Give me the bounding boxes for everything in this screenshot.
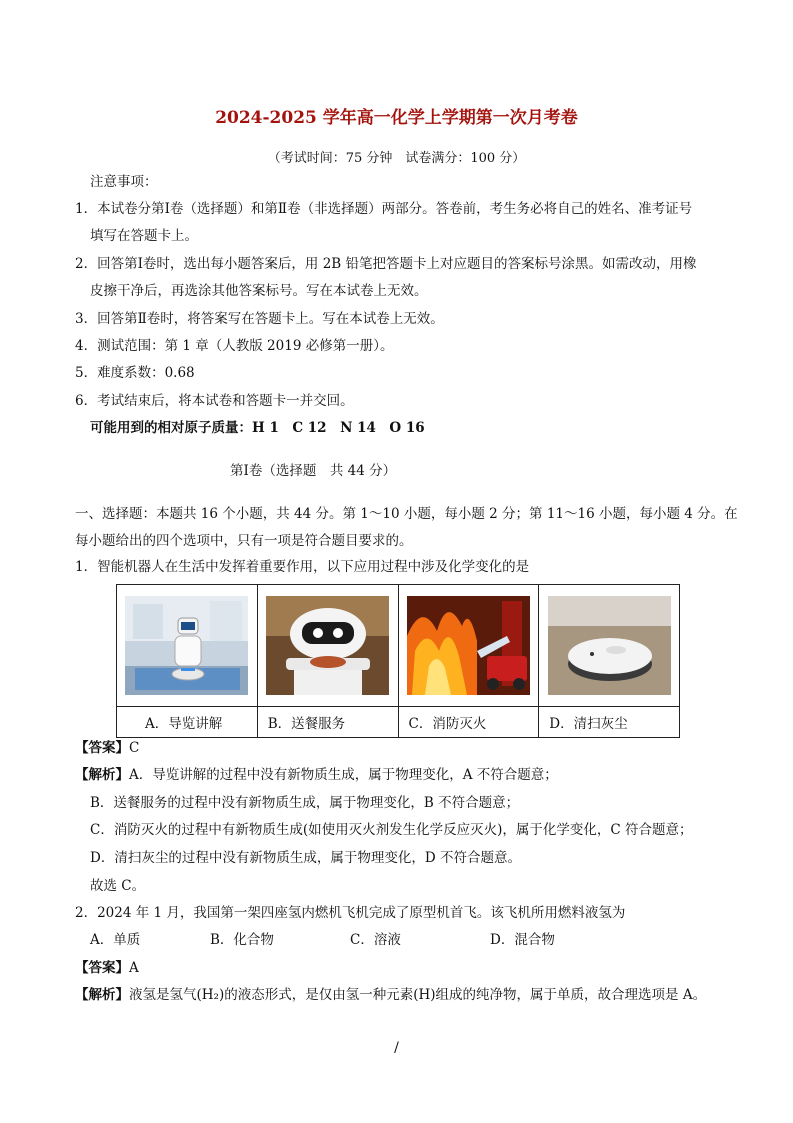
note-2a: 2．回答第Ⅰ卷时，选出每小题答案后，用 2B 铅笔把答题卡上对应题目的答案标号涂黑。如需改动，用橡 xyxy=(75,256,697,272)
q1-options-table xyxy=(116,584,680,738)
option-c-label: C．消防灭火 xyxy=(398,707,539,738)
robot-guide-image xyxy=(125,596,248,695)
q2-stem: 2．2024 年 1 月，我国第一架四座氢内燃机飞机完成了原型机首飞。该飞机所用燃料液氢为 xyxy=(75,905,626,921)
answer-value: A xyxy=(129,960,139,976)
note-6: 6．考试结束后，将本试卷和答题卡一并交回。 xyxy=(75,393,354,409)
note-4: 4．测试范围：第 1 章（人教版 2019 必修第一册）。 xyxy=(75,338,394,354)
section-title: 第Ⅰ卷（选择题 共 44 分） xyxy=(230,463,397,479)
firefighting-robot-image xyxy=(407,596,530,695)
note-1a: 1．本试卷分第Ⅰ卷（选择题）和第Ⅱ卷（非选择题）两部分。答卷前，考生务必将自己的姓名、准考证号 xyxy=(75,201,693,217)
option-a-label: A．导览讲解 xyxy=(117,707,258,738)
note-3: 3．回答第Ⅱ卷时，将答案写在答题卡上。写在本试卷上无效。 xyxy=(75,311,444,327)
q1-conclusion: 故选 C。 xyxy=(90,878,146,894)
q2-option-d: D．混合物 xyxy=(490,932,555,948)
q2-answer xyxy=(75,958,139,978)
answer-value: C xyxy=(129,740,140,756)
option-b-label: B．送餐服务 xyxy=(257,707,398,738)
delivery-robot-image xyxy=(266,596,389,695)
q2-option-c: C．溶液 xyxy=(350,932,401,948)
q1-analysis-3: C．消防灭火的过程中有新物质生成(如使用灭火剂发生化学反应灭火)，属于化学变化，C 符合题意； xyxy=(90,822,693,838)
page-number: / xyxy=(394,1040,399,1056)
q1-stem: 1．智能机器人在生活中发挥着重要作用，以下应用过程中涉及化学变化的是 xyxy=(75,559,530,575)
option-d-label: D．清扫灰尘 xyxy=(539,707,680,738)
q1-analysis-2: B．送餐服务的过程中没有新物质生成，属于物理变化，B 不符合题意； xyxy=(90,795,520,811)
analysis-label: 【解析】 xyxy=(75,987,129,1003)
note-5: 5．难度系数：0.68 xyxy=(75,365,195,381)
q2-option-b: B．化合物 xyxy=(210,932,274,948)
q1-analysis-4: D．清扫灰尘的过程中没有新物质生成，属于物理变化，D 不符合题意。 xyxy=(90,850,521,866)
note-1b: 填写在答题卡上。 xyxy=(90,228,198,244)
q2-analysis: 【解析】液氢是氢气(H₂)的液态形式，是仅由氢一种元素(H)组成的纯净物，属于单质，故合理选项是 A。 xyxy=(75,987,707,1003)
q1-analysis-1: 【解析】A．导览讲解的过程中没有新物质生成，属于物理变化，A 不符合题意； xyxy=(75,767,558,783)
atomic-mass-line: 可能用到的相对原子质量：H 1 C 12 N 14 O 16 xyxy=(90,420,425,436)
answer-label: 【答案】 xyxy=(75,740,129,756)
answer-label: 【答案】 xyxy=(75,960,129,976)
cleaning-robot-image xyxy=(548,596,671,695)
q2-option-a: A．单质 xyxy=(90,932,141,948)
section-intro-1: 一、选择题：本题共 16 个小题，共 44 分。第 1～10 小题，每小题 2 分；第 11～16 小题，每小题 4 分。在 xyxy=(75,506,738,522)
exam-info: （考试时间：75 分钟 试卷满分：100 分） xyxy=(267,151,526,166)
notes-heading: 注意事项： xyxy=(90,174,158,190)
section-intro-2: 每小题给出的四个选项中，只有一项是符合题目要求的。 xyxy=(75,533,413,549)
exam-title: 2024-2025 学年高一化学上学期第一次月考卷 xyxy=(215,108,578,128)
q1-answer xyxy=(75,738,139,758)
note-2b: 皮擦干净后，再选涂其他答案标号。写在本试卷上无效。 xyxy=(90,283,428,299)
analysis-label: 【解析】 xyxy=(75,767,129,783)
